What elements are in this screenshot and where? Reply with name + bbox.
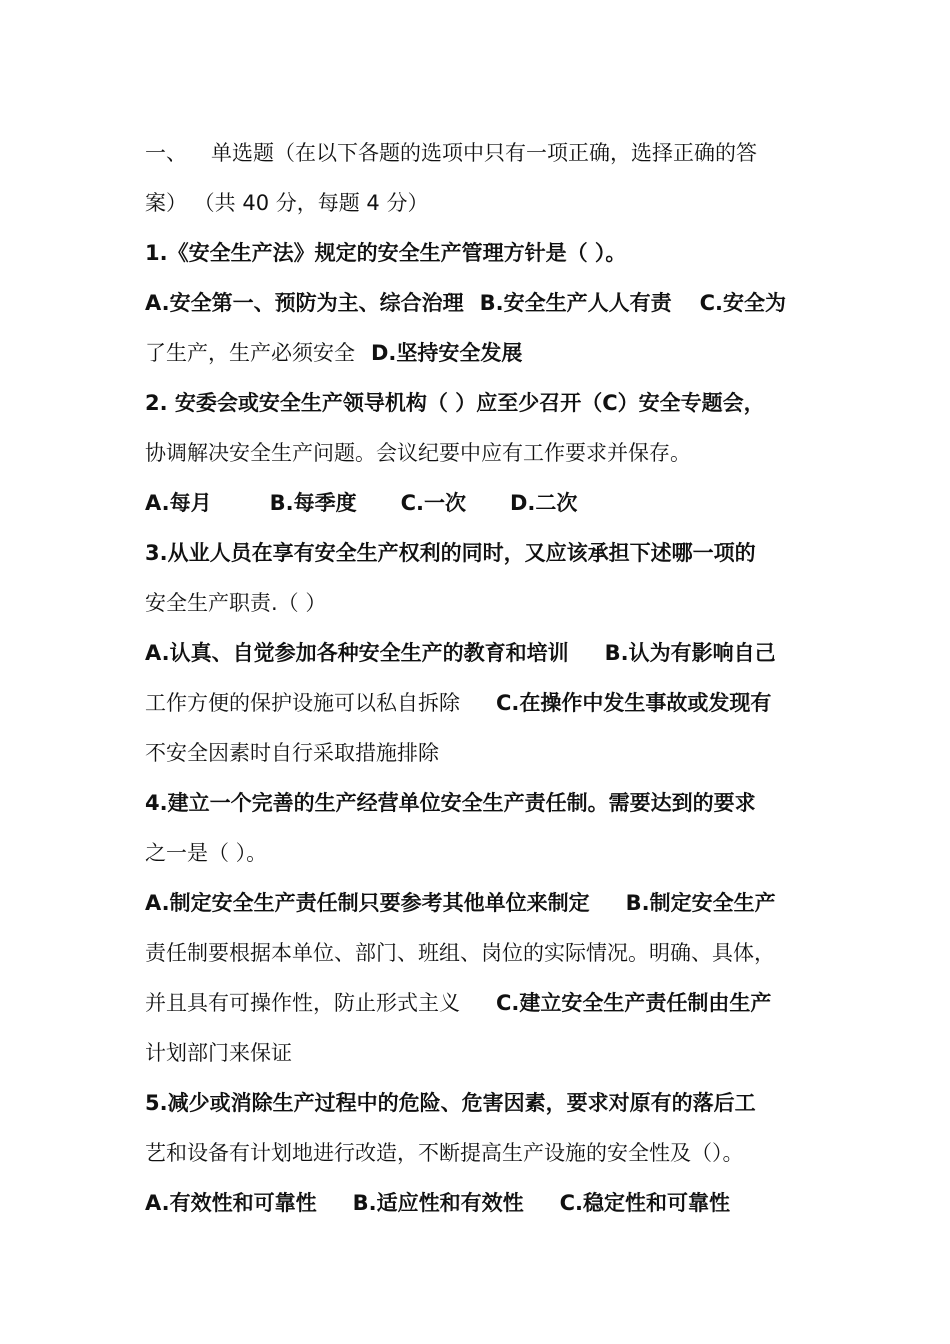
section-heading-line-2 xyxy=(145,178,830,228)
option-3a: A.认真、自觉参加各种安全生产的教育和培训 xyxy=(145,641,569,665)
option-3c-continued: 不安全因素时自行采取措施排除 xyxy=(145,741,439,765)
option-5a: A.有效性和可靠性 xyxy=(145,1191,317,1215)
document-page xyxy=(145,128,830,1228)
question-4-options-line-1 xyxy=(145,878,830,928)
option-4c: C.建立安全生产责任制由生产 xyxy=(496,991,772,1015)
question-1-options-line-2 xyxy=(145,328,830,378)
option-2c: C.一次 xyxy=(400,491,466,515)
option-2d: D.二次 xyxy=(510,491,578,515)
question-4-stem: 4.建立一个完善的生产经营单位安全生产责任制。需要达到的要求 xyxy=(145,791,756,815)
option-4b: B.制定安全生产 xyxy=(625,891,776,915)
option-4c-continued: 计划部门来保证 xyxy=(145,1041,292,1065)
question-4-options-line-2 xyxy=(145,928,830,978)
question-4-stem-continued: 之一是（ ）。 xyxy=(145,841,268,865)
question-4-options-line-3 xyxy=(145,978,830,1028)
option-3b: B.认为有影响自己 xyxy=(604,641,776,665)
question-3-options-line-3 xyxy=(145,728,830,778)
option-1a: A.安全第一、预防为主、综合治理 xyxy=(145,291,464,315)
question-2-stem: 2. 安委会或安全生产领导机构（ ）应至少召开（C）安全专题会， xyxy=(145,391,765,415)
question-4-options-line-4 xyxy=(145,1028,830,1078)
option-1c: C.安全为 xyxy=(699,291,786,315)
question-5-options xyxy=(145,1178,830,1228)
section-title: 单选题（在以下各题的选项中只有一项正确，选择正确的答 xyxy=(211,141,757,165)
question-2-options xyxy=(145,478,830,528)
question-2-stem-continued: 协调解决安全生产问题。会议纪要中应有工作要求并保存。 xyxy=(145,441,691,465)
option-4a: A.制定安全生产责任制只要参考其他单位来制定 xyxy=(145,891,590,915)
question-3-options-line-1 xyxy=(145,628,830,678)
option-4b-continued-2: 并且具有可操作性，防止形式主义 xyxy=(145,991,460,1015)
question-3-stem: 3.从业人员在享有安全生产权利的同时，又应该承担下述哪一项的 xyxy=(145,541,756,565)
option-1c-continued: 了生产，生产必须安全 xyxy=(145,341,355,365)
question-1-stem: 1.《安全生产法》规定的安全生产管理方针是（ ）。 xyxy=(145,241,627,265)
question-3-options-line-2 xyxy=(145,678,830,728)
question-5-stem: 5.减少或消除生产过程中的危险、危害因素，要求对原有的落后工 xyxy=(145,1091,756,1115)
option-3c: C.在操作中发生事故或发现有 xyxy=(496,691,772,715)
option-2b: B.每季度 xyxy=(269,491,357,515)
section-heading-line-1 xyxy=(145,128,830,178)
question-3-stem-continued: 安全生产职责.（ ） xyxy=(145,591,327,615)
option-5b: B.适应性和有效性 xyxy=(352,1191,524,1215)
option-1b: B.安全生产人人有责 xyxy=(479,291,672,315)
question-5-stem-continued: 艺和设备有计划地进行改造，不断提高生产设施的安全性及（）。 xyxy=(145,1141,744,1165)
section-title-continued: 案） （共 40 分，每题 4 分） xyxy=(145,191,429,215)
option-2a: A.每月 xyxy=(145,491,212,515)
option-4b-continued: 责任制要根据本单位、部门、班组、岗位的实际情况。明确、具体， xyxy=(145,941,775,965)
section-number: 一、 xyxy=(145,141,187,165)
option-1d: D.坚持安全发展 xyxy=(371,341,523,365)
option-3b-continued: 工作方便的保护设施可以私自拆除 xyxy=(145,691,460,715)
question-1-options-line-1 xyxy=(145,278,830,328)
option-5c: C.稳定性和可靠性 xyxy=(559,1191,730,1215)
